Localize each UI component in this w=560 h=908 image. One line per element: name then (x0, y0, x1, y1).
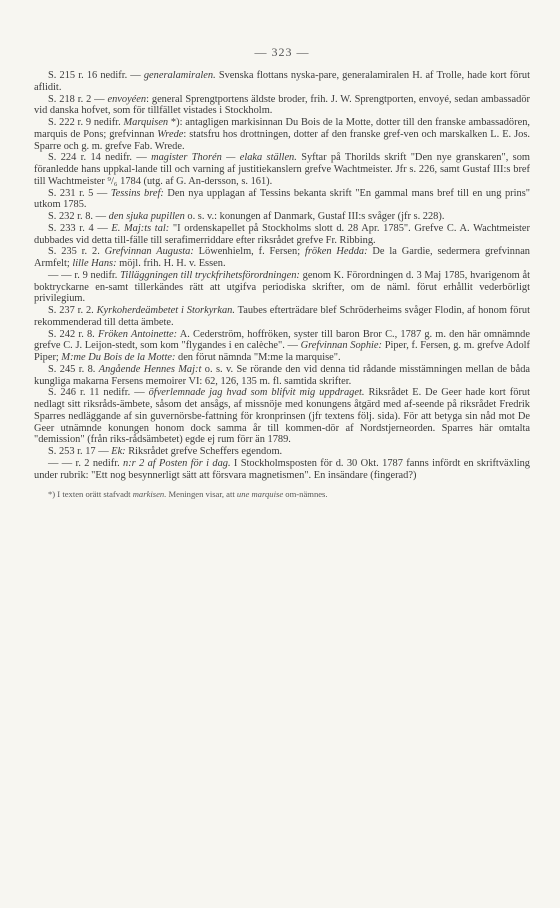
italic-text-run: Angående Hennes Maj:t (98, 363, 202, 375)
text-run: *) I texten orätt stafvadt (48, 489, 133, 500)
text-run: S. 231 r. 5 — (48, 187, 111, 199)
italic-text-run: envoyéen (107, 93, 147, 105)
commentary-paragraph (34, 329, 530, 364)
text-run: Löwenhielm, f. Fersen; (193, 246, 305, 258)
italic-text-run: Fröken Antoinette: (97, 328, 178, 340)
italic-text-run: M:me Du Bois de la Motte: (61, 352, 176, 363)
italic-text-run: öfverlemnade jag hvad som blifvit mig uppdraget. (148, 387, 365, 399)
italic-text-run: den sjuka pupillen (108, 211, 185, 222)
text-run: Syftar på Thorilds skrift "Den nye granskaren", som föranledde hans uppkal-lande till och varning af justitiekanslern grefve Wachtmeister. Jfr s. 226, samt Gustaf III:s bref till Wachtmeister ⁹/₆ 1784 (utg. af G. An-dersson, s. 161). (34, 152, 530, 187)
text-run: S. 232 r. 8. — (48, 211, 109, 222)
italic-text-run: fröken Hedda: (304, 246, 368, 258)
text-run: Meningen visar, att (166, 489, 237, 500)
text-run: *): antagligen markisinnan Du Bois de la Motte, dotter till den franske ambassadören, marquis de Pons; grefvinnan (34, 117, 530, 140)
italic-text-run: Tilläggningen till tryckfrihetsförordningen: (120, 269, 300, 281)
text-run: o. s. v. Se rörande den vid denna tid rådande misstämningen mellan de båda kungliga makarna Fersens memoirer VI: 62, 126, 135 m. fl. samtida skrifter. (34, 363, 531, 387)
text-run: S. 224 r. 14 nedifr. — (48, 152, 152, 164)
text-run: I Stockholmsposten för d. 30 Okt. 1787 fanns infördt en skriftväxling under rubrik: "Ett nog besynnerligt sätt att försvara magnetismen". En insändare (fingerad?) (34, 457, 530, 481)
italic-text-run: Grefvinnan Sophie: (300, 340, 382, 352)
text-run: S. 233 r. 4 — (48, 222, 112, 234)
text-run: : statsfru hos drottningen, dotter af den franske gref-ven och marskalken L. E. Jos. Sparre och g. m. grefve Fab. Wrede. (34, 128, 530, 152)
text-run: Riksrådet grefve Scheffers egendom. (125, 446, 283, 457)
text-run: S. 253 r. 17 — (48, 446, 112, 457)
italic-text-run: Marquisen (123, 117, 169, 128)
commentary-paragraph (34, 458, 530, 482)
text-run: genom K. Förordningen d. 3 Maj 1785, hvarigenom åt boktryckarne en-samt tillerkändes rätt att utgifva periodiska skrifter, om de näml. förut erhållit vederbörligt privilegium. (34, 269, 530, 305)
commentary-paragraph (34, 117, 530, 152)
text-run: Den nya upplagan af Tessins bekanta skrift "En gammal mans bref till en ung prins" utkom 1785. (34, 187, 530, 211)
italic-text-run: magister Thorén — elaka ställen. (151, 152, 297, 164)
italic-text-run: lille Hans: (72, 258, 117, 269)
commentary-paragraph (34, 152, 530, 187)
text-run: den förut nämnda "M:me la marquise". (175, 352, 341, 363)
page-body (34, 70, 530, 481)
commentary-paragraph (34, 223, 530, 247)
text-run: A. Cederström, hoffröken, syster till baron Bror C., 1787 g. m. den här omnämnde grefve C. J. Leijon-stedt, som kom "flygandes i en calèche". — (34, 328, 530, 352)
page-number: — 323 — (254, 45, 310, 59)
commentary-paragraph (34, 211, 530, 223)
text-run: S. 215 r. 16 nedifr. — (48, 70, 144, 81)
commentary-paragraph (34, 188, 530, 212)
italic-text-run: une marquise (236, 489, 284, 500)
text-run: om-nämnes. (283, 489, 328, 500)
italic-text-run: markisen. (132, 489, 167, 500)
commentary-paragraph (34, 364, 530, 388)
commentary-paragraph (34, 70, 530, 94)
text-run: "I ordenskapellet på Stockholms slott d. 28 Apr. 1785". Grefve C. A. Wachtmeister dubbades vid detta till-fälle till serafimerriddare efter riksrådet grefve Fr. Ribbing. (34, 222, 530, 246)
text-run: Taubes efterträdare blef Schröderheims svåger Flodin, af honom förut rekommenderad till detta ämbete. (34, 305, 530, 328)
italic-text-run: Kyrkoherdeämbetet i Storkyrkan. (96, 305, 235, 316)
text-run: o. s. v.: konungen af Danmark, Gustaf III:s svåger (jfr s. 228). (184, 211, 445, 222)
text-run: S. 237 r. 2. (48, 305, 97, 316)
text-run: S. 218 r. 2 — (48, 93, 108, 105)
commentary-paragraph (34, 305, 530, 329)
commentary-paragraph (34, 94, 530, 118)
footnote (34, 489, 530, 499)
commentary-paragraph (34, 387, 530, 446)
italic-text-run: Grefvinnan Augusta: (104, 246, 194, 258)
commentary-paragraph (34, 446, 530, 458)
italic-text-run: Wrede (157, 128, 184, 140)
italic-text-run: Tessins bref: (110, 187, 164, 199)
text-run: Riksrådet E. De Geer hade kort förut nedlagt sitt riksråds-ämbete, såsom det ansågs, af missnöje med konungens åtgärd med af-seende på riksrådet Fredrik Sparres nedläggande af sin guvernörsbe-fattning för kronprinsen (jfr textens följ. sida). För att betyga sin nåd mot De Geer utnämnde konungen honom dock samma år till kommen-dör af Nordstjerneorden. Sparres här omtalta "demission" (från riks-rådsämbetet) egde ej rum förr än 1789. (34, 387, 530, 446)
text-run: De la Gardie, sedermera grefvinnan Armfelt; (34, 246, 530, 269)
text-run: möjl. frih. H. H. v. Essen. (116, 258, 226, 269)
italic-text-run: generalamiralen. (143, 70, 216, 81)
text-run: — — r. 9 nedifr. (48, 269, 121, 281)
italic-text-run: Ek: (111, 446, 126, 457)
commentary-paragraph (34, 270, 530, 305)
text-run: S. 246 r. 11 nedifr. — (48, 387, 149, 399)
italic-text-run: E. Maj:ts tal: (111, 222, 170, 234)
text-run: — — r. 2 nedifr. (48, 457, 124, 469)
text-run: Svenska flottans nyska-pare, generalamiralen H. af Trolle, hade kort förut aflidit. (34, 70, 531, 93)
commentary-paragraph (34, 246, 530, 270)
text-run: S. 235 r. 2. (48, 246, 105, 258)
text-run: : general Sprengtportens äldste broder, frih. J. W. Sprengtporten, envoyé, sedan ambassadör vid danska hofvet, som för tillfället vistades i Stockholm. (34, 93, 530, 117)
text-run: S. 222 r. 9 nedifr. (48, 117, 124, 128)
text-run: S. 245 r. 8. (48, 363, 99, 375)
text-run: Piper, f. Fersen, g. m. grefve Adolf Piper; (34, 340, 530, 363)
text-run: S. 242 r. 8. (48, 328, 98, 340)
italic-text-run: n:r 2 af Posten för i dag. (123, 457, 231, 469)
